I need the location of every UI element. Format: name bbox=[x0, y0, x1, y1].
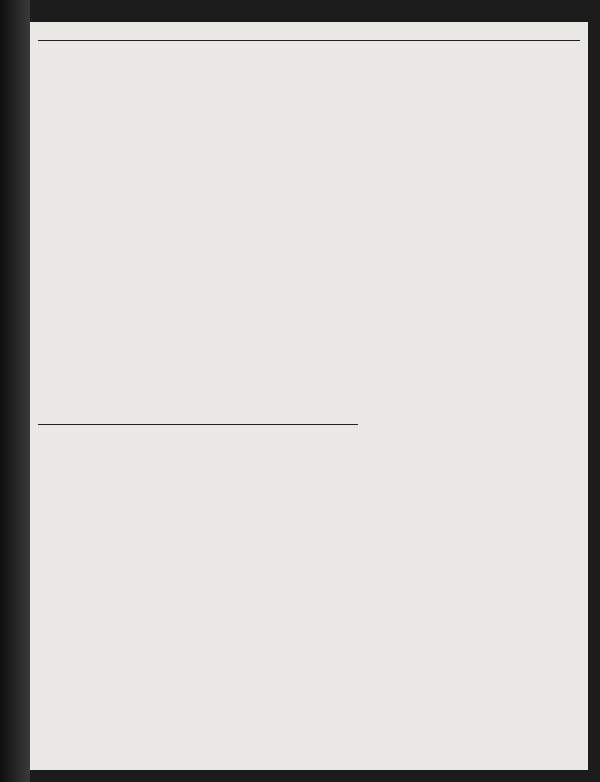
benson-continued bbox=[146, 140, 250, 355]
western-civ-story bbox=[146, 360, 250, 422]
big-three-story bbox=[38, 42, 358, 140]
law-banquet-story bbox=[254, 140, 358, 422]
benson-story bbox=[38, 140, 142, 420]
newspaper-page bbox=[30, 22, 588, 770]
scanner-shadow bbox=[0, 0, 30, 782]
research-story bbox=[38, 424, 358, 657]
masthead bbox=[38, 30, 580, 41]
